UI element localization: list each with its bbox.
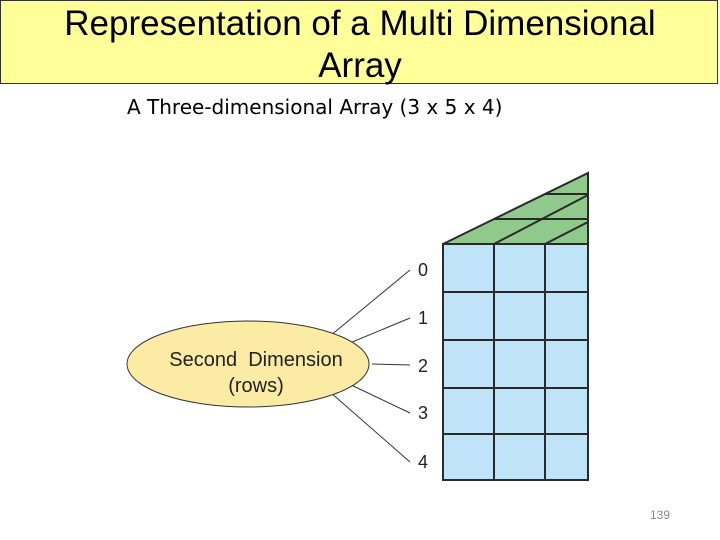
row-index-0: 0 — [418, 260, 429, 280]
row-index-labels — [418, 260, 428, 472]
row-index-3: 3 — [418, 403, 429, 423]
slide-title-line2: Array — [318, 46, 402, 85]
dimension-label-line2: (rows) — [228, 375, 284, 397]
row-index-1: 1 — [418, 308, 429, 328]
array-front-face — [443, 244, 588, 480]
slide-subtitle: A Three-dimensional Array (3 x 5 x 4) — [127, 95, 503, 119]
dimension-label-line1: Second Dimension — [169, 349, 343, 371]
slide-title-line1: Representation of a Multi Dimensional — [64, 4, 656, 43]
page-number: 139 — [650, 508, 671, 522]
row-index-2: 2 — [418, 356, 429, 376]
row-index-4: 4 — [418, 452, 429, 472]
